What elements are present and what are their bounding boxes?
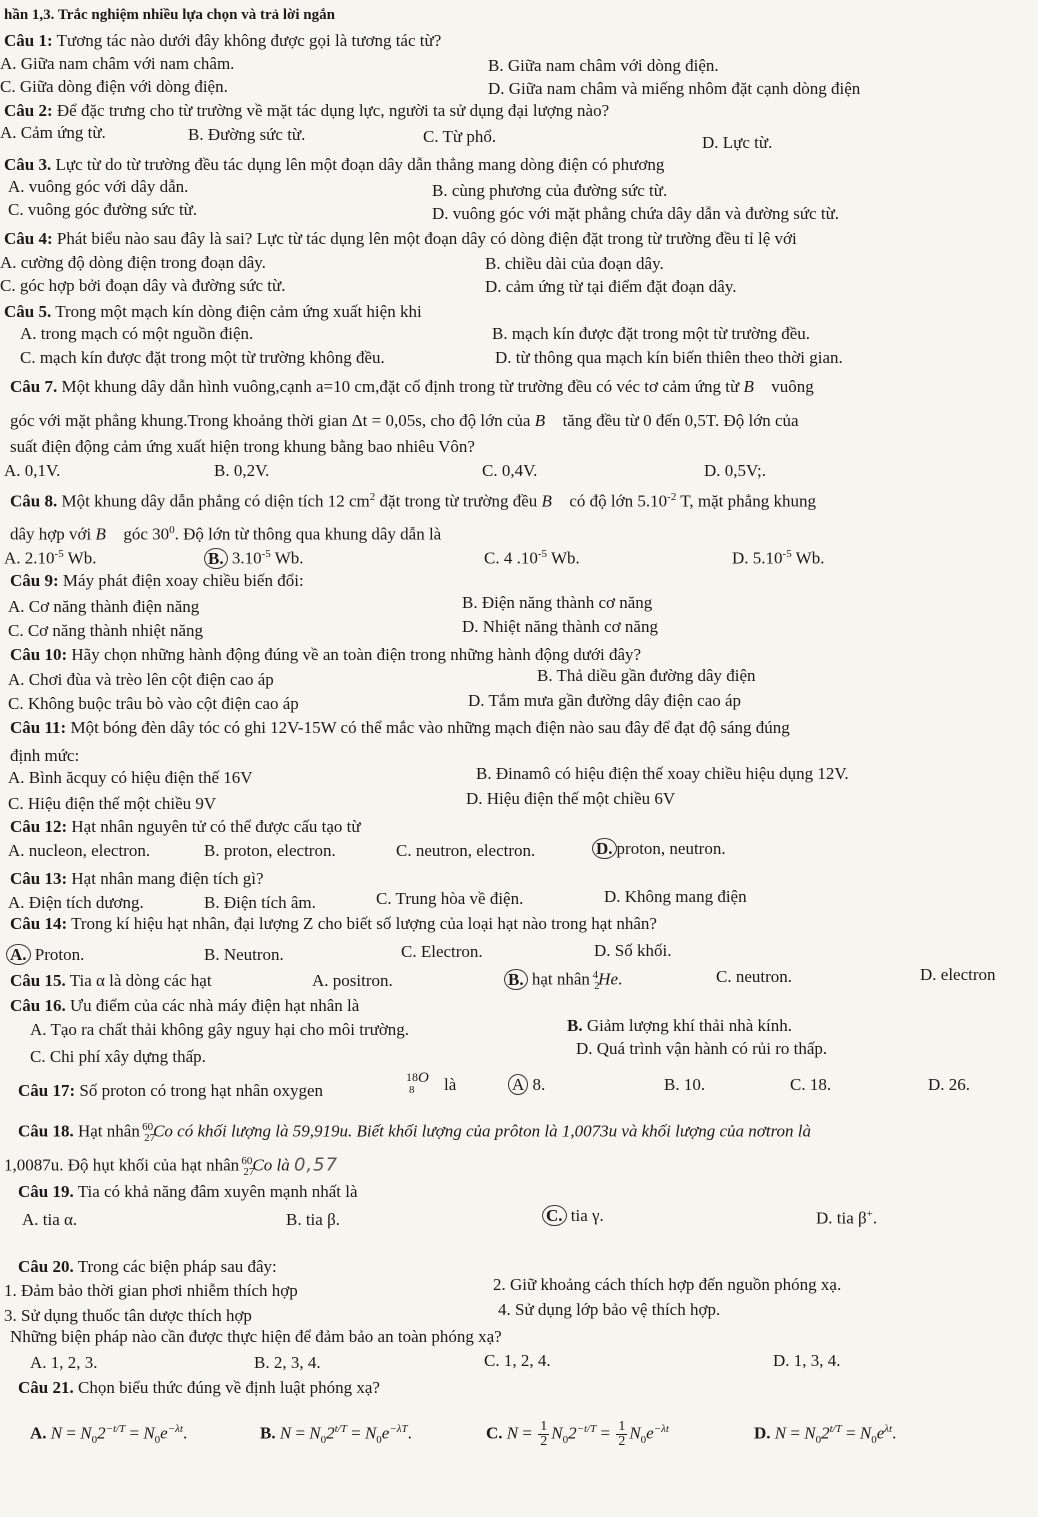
q21-option-a: A. $N = N_02^{-t/T} = N_0e^{-\lambda t}$.: [30, 1423, 188, 1447]
q7-option-c: C. 0,4V.: [482, 461, 538, 480]
question-11: Câu 11: Một bóng đèn dây tóc có ghi 12V-15W có thể mắc vào những mạch điện nào sau đây để đạt độ sáng đúng: [10, 718, 790, 737]
q15-option-d: D. electron: [920, 965, 996, 984]
q20-item-1: 1. Đảm bảo thời gian phơi nhiễm thích hợp: [4, 1281, 298, 1300]
q10-option-c: C. Không buộc trâu bò vào cột điện cao áp: [8, 694, 299, 713]
q12-option-a: A. nucleon, electron.: [8, 841, 151, 860]
q14-option-a: A. Proton.: [10, 944, 84, 966]
q13-option-b: B. Điện tích âm.: [204, 893, 316, 912]
q16-option-c: C. Chi phí xây dựng thấp.: [30, 1047, 206, 1066]
question-11-line2: định mức:: [10, 746, 80, 765]
q13-option-a: A. Điện tích dương.: [8, 893, 144, 912]
q12-option-b: B. proton, electron.: [204, 841, 336, 860]
q1-option-d: D. Giữa nam châm và miếng nhôm đặt cạnh dòng điện: [488, 79, 861, 98]
question-7-line3: suất điện động cảm ứng xuất hiện trong khung bằng bao nhiêu Vôn?: [10, 437, 475, 456]
question-18-line2: 1,0087u. Độ hụt khối của hạt nhân $_{27}^{60}$Co là 0,57: [4, 1154, 339, 1179]
question-16: Câu 16. Ưu điểm của các nhà máy điện hạt nhân là: [10, 996, 360, 1015]
q20-option-b: B. 2, 3, 4.: [254, 1353, 321, 1372]
q11-option-b: B. Đinamô có hiệu điện thế xoay chiều hiệu dụng 12V.: [476, 764, 849, 783]
question-9: Câu 9: Máy phát điện xoay chiều biến đổi:: [10, 571, 304, 590]
question-5: Câu 5. Trong một mạch kín dòng điện cảm ứng xuất hiện khi: [4, 302, 422, 321]
question-1: Câu 1: Tương tác nào dưới đây không được gọi là tương tác từ?: [4, 31, 442, 50]
question-3: Câu 3. Lực từ do từ trường đều tác dụng lên một đoạn dây dẫn thẳng mang dòng điện có phương: [4, 155, 665, 174]
q7-option-a: A. 0,1V.: [4, 461, 61, 480]
q21-option-b: B. $N = N_02^{t/T} = N_0e^{-\lambda T}$.: [260, 1423, 412, 1447]
question-20: Câu 20. Trong các biện pháp sau đây:: [18, 1257, 277, 1276]
q17-option-a: A 8.: [512, 1074, 545, 1096]
q1-option-a: A. Giữa nam châm với nam châm.: [0, 54, 235, 73]
question-8-line2: dây hợp với B⃗ góc $30^0$. Độ lớn từ thông qua khung dây dẫn là: [10, 524, 442, 544]
q14-option-b: B. Neutron.: [204, 945, 284, 964]
q21-option-c: C. N = $\frac{1}{2}$ $N_02^{-t/T}$ = $\frac{1}{2}$ $N_0e^{-\lambda t}$: [486, 1419, 669, 1450]
question-20-line2: Những biện pháp nào cần được thực hiện để đảm bảo an toàn phóng xạ?: [10, 1327, 502, 1346]
q8-option-b: B. $3.10^{-5}$ Wb.: [208, 543, 304, 570]
q20-item-2: 2. Giữ khoảng cách thích hợp đến nguồn phóng xạ.: [493, 1275, 842, 1294]
question-7-line2: góc với mặt phẳng khung.Trong khoảng thời gian Δt = 0,05s, cho độ lớn của B⃗ tăng đều từ 0 đến 0,5T. Độ lớn của: [10, 411, 799, 430]
q3-option-b: B. cùng phương của đường sức từ.: [432, 181, 668, 200]
section-header: hần 1,3. Trắc nghiệm nhiều lựa chọn và trả lời ngắn: [4, 7, 335, 23]
question-8: Câu 8. Một khung dây dẫn phẳng có diện tích 12 $cm^2$ đặt trong từ trường đều B⃗ có độ lớn $5.10^{-2}$ T, mặt phẳng khung: [10, 491, 816, 511]
question-21: Câu 21. Chọn biểu thức đúng về định luật phóng xạ?: [18, 1378, 380, 1397]
question-2: Câu 2: Để đặc trưng cho từ trường về mặt tác dụng lực, người ta sử dụng đại lượng nào?: [4, 101, 610, 120]
q11-option-c: C. Hiệu điện thế một chiều 9V: [8, 794, 217, 813]
q17-option-d: D. 26.: [928, 1075, 971, 1094]
q17-option-b: B. 10.: [664, 1075, 706, 1094]
q8-option-c: C. 4 $.10^{-5}$ Wb.: [484, 548, 580, 568]
q20-option-d: D. 1, 3, 4.: [773, 1351, 841, 1370]
q20-option-a: A. 1, 2, 3.: [30, 1353, 98, 1372]
q2-option-d: D. Lực từ.: [702, 133, 773, 152]
q15-option-a: A. positron.: [312, 971, 393, 990]
question-7: Câu 7. Một khung dây dẫn hình vuông,cạnh a=10 cm,đặt cố định trong từ trường đều có véc tơ cảm ứng từ B⃗ vuông: [10, 377, 814, 396]
q17-option-c: C. 18.: [790, 1075, 832, 1094]
q5-option-d: D. từ thông qua mạch kín biến thiên theo thời gian.: [495, 348, 843, 367]
q1-option-b: B. Giữa nam châm với dòng điện.: [488, 56, 719, 75]
q8-option-d: D. $5.10^{-5}$ Wb.: [732, 548, 825, 568]
question-4: Câu 4: Phát biểu nào sau đây là sai? Lực từ tác dụng lên một đoạn dây có dòng điện đặt trong từ trường đều tỉ lệ với: [4, 229, 797, 248]
q14-option-d: D. Số khối.: [594, 941, 672, 960]
q4-option-a: A. cường độ dòng điện trong đoạn dây.: [0, 253, 266, 272]
q12-option-c: C. neutron, electron.: [396, 841, 536, 860]
q10-option-d: D. Tắm mưa gần đường dây điện cao áp: [468, 691, 742, 710]
question-19: Câu 19. Tia có khả năng đâm xuyên mạnh nhất là: [18, 1182, 358, 1201]
q19-option-c: C. tia γ.: [546, 1205, 604, 1227]
q1-option-c: C. Giữa dòng điện với dòng điện.: [0, 77, 228, 96]
q2-option-c: C. Từ phổ.: [423, 127, 497, 146]
q9-option-b: B. Điện năng thành cơ năng: [462, 593, 653, 612]
q5-option-c: C. mạch kín được đặt trong một từ trường không đều.: [20, 348, 385, 367]
q9-option-d: D. Nhiệt năng thành cơ năng: [462, 617, 658, 636]
q21-option-d: D. $N = N_02^{t/T} = N_0e^{\lambda t}$.: [754, 1423, 897, 1447]
q19-option-b: B. tia β.: [286, 1210, 340, 1229]
q4-option-d: D. cảm ứng từ tại điểm đặt đoạn dây.: [485, 277, 737, 296]
q4-option-b: B. chiều dài của đoạn dây.: [485, 254, 664, 273]
q9-option-a: A. Cơ năng thành điện năng: [8, 597, 200, 616]
q20-option-c: C. 1, 2, 4.: [484, 1351, 551, 1370]
q20-item-3: 3. Sử dụng thuốc tân dược thích hợp: [4, 1306, 252, 1325]
q8-option-a: A. $2.10^{-5}$ Wb.: [4, 548, 97, 568]
q11-option-d: D. Hiệu điện thế một chiều 6V: [466, 789, 676, 808]
q9-option-c: C. Cơ năng thành nhiệt năng: [8, 621, 204, 640]
q3-option-c: C. vuông góc đường sức từ.: [8, 200, 198, 219]
q10-option-b: B. Thả diều gần đường dây điện: [537, 666, 756, 685]
q13-option-d: D. Không mang điện: [604, 887, 747, 906]
q2-option-b: B. Đường sức từ.: [188, 125, 306, 144]
oxygen-symbol: $^{18}$O $^8$: [406, 1070, 429, 1096]
q19-option-d: D. tia β+.: [816, 1208, 878, 1228]
q7-option-d: D. 0,5V;.: [704, 461, 767, 480]
q13-option-c: C. Trung hòa về điện.: [376, 889, 524, 908]
q15-option-b: B. hạt nhân $_2^4$He.: [508, 964, 622, 997]
q3-option-d: D. vuông góc với mặt phẳng chứa dây dẫn và đường sức từ.: [432, 204, 840, 223]
question-14: Câu 14: Trong kí hiệu hạt nhân, đại lượng Z cho biết số lượng của loại hạt nào trong hạt nhân?: [10, 914, 657, 933]
question-17: Câu 17: Số proton có trong hạt nhân oxygen: [18, 1081, 324, 1100]
q4-option-c: C. góc hợp bởi đoạn dây và đường sức từ.: [0, 276, 286, 295]
q19-option-a: A. tia α.: [22, 1210, 78, 1229]
question-15: Câu 15. Tia α là dòng các hạt: [10, 971, 212, 990]
q14-option-c: C. Electron.: [401, 942, 483, 961]
q11-option-a: A. Bình ăcquy có hiệu điện thế 16V: [8, 768, 253, 787]
q20-item-4: 4. Sử dụng lớp bảo vệ thích hợp.: [498, 1300, 721, 1319]
q10-option-a: A. Chơi đùa và trèo lên cột điện cao áp: [8, 670, 274, 689]
q5-option-b: B. mạch kín được đặt trong một từ trường đều.: [492, 324, 811, 343]
q17-is: là: [444, 1075, 457, 1094]
question-12: Câu 12: Hạt nhân nguyên tử có thể được cấu tạo từ: [10, 817, 361, 836]
q7-option-b: B. 0,2V.: [214, 461, 270, 480]
q5-option-a: A. trong mạch có một nguồn điện.: [20, 324, 254, 343]
question-18: Câu 18. Hạt nhân $_{27}^{60}$Co có khối lượng là 59,919u. Biết khối lượng của prôton là 1,0073u và khối lượng của nơtron là: [18, 1121, 812, 1145]
handwritten-answer: 0,57: [293, 1154, 339, 1176]
q16-option-a: A. Tạo ra chất thải không gây nguy hại cho môi trường.: [30, 1020, 410, 1039]
q2-option-a: A. Cảm ứng từ.: [0, 123, 106, 142]
q16-option-b: B. Giảm lượng khí thải nhà kính.: [567, 1016, 793, 1035]
q16-option-d: D. Quá trình vận hành có rủi ro thấp.: [576, 1039, 828, 1058]
question-13: Câu 13: Hạt nhân mang điện tích gì?: [10, 869, 264, 888]
question-10: Câu 10: Hãy chọn những hành động đúng về an toàn điện trong những hành động dưới đây?: [10, 645, 642, 664]
q12-option-d: D. proton, neutron.: [596, 838, 726, 860]
q15-option-c: C. neutron.: [716, 967, 793, 986]
q3-option-a: A. vuông góc với dây dẫn.: [8, 177, 189, 196]
